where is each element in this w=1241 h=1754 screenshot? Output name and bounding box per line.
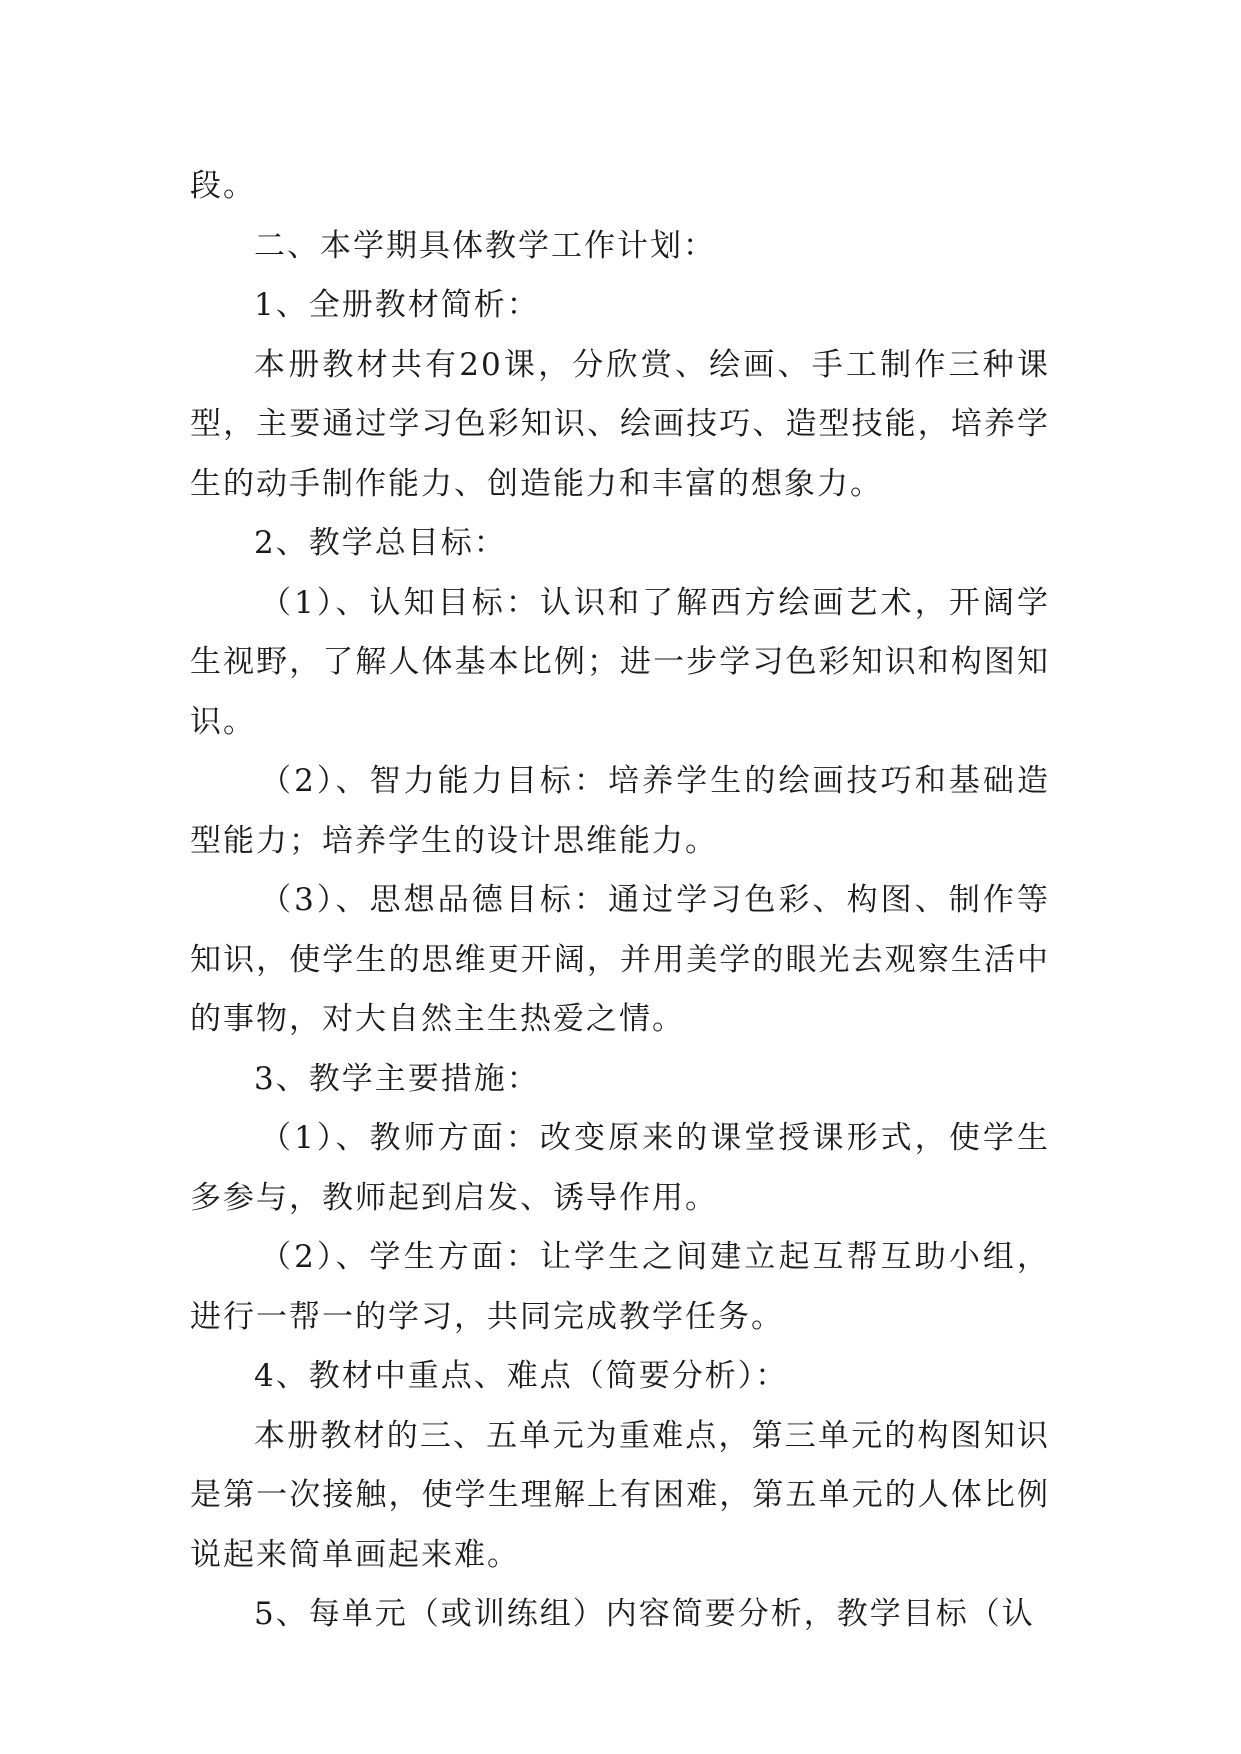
paragraph-teacher-measures: （1）、教师方面：改变原来的课堂授课形式，使学生多参与，教师起到启发、诱导作用。	[190, 1120, 1050, 1216]
paragraph-ability-goal: （2）、智力能力目标：培养学生的绘画技巧和基础造型能力；培养学生的设计思维能力。	[190, 763, 1050, 859]
subheading-teaching-measures: 3、教学主要措施：	[254, 1060, 540, 1097]
section-heading-plan: 二、本学期具体教学工作计划：	[254, 227, 716, 264]
paragraph-moral-goal: （3）、思想品德目标：通过学习色彩、构图、制作等知识，使学生的思维更开阔，并用美学的眼光去观察生活中的事物，对大自然主生热爱之情。	[190, 882, 1050, 1037]
paragraph-student-measures: （2）、学生方面：让学生之间建立起互帮互助小组，进行一帮一的学习，共同完成教学任务。	[190, 1239, 1050, 1335]
subheading-textbook-analysis: 1、全册教材简析：	[254, 287, 540, 323]
paragraph-cognitive-goal: （1）、认知目标：认识和了解西方绘画艺术，开阔学生视野，了解人体基本比例；进一步学习色彩知识和构图知识。	[190, 584, 1050, 740]
paragraph-key-points: 本册教材的三、五单元为重难点，第三单元的构图知识是第一次接触，使学生理解上有困难，第五单元的人体比例说起来简单画起来难。	[190, 1417, 1050, 1573]
paragraph-continuation: 段。	[190, 168, 256, 204]
subheading-unit-analysis: 5、每单元（或训练组）内容简要分析，教学目标（认	[254, 1596, 1035, 1632]
paragraph-textbook-analysis: 本册教材共有20课，分欣赏、绘画、手工制作三种课型，主要通过学习色彩知识、绘画技巧、造型技能，培养学生的动手制作能力、创造能力和丰富的想象力。	[190, 346, 1050, 502]
subheading-teaching-goals: 2、教学总目标：	[254, 525, 507, 561]
document-body	[190, 157, 1050, 1645]
subheading-key-points: 4、教材中重点、难点（简要分析）：	[254, 1358, 789, 1394]
